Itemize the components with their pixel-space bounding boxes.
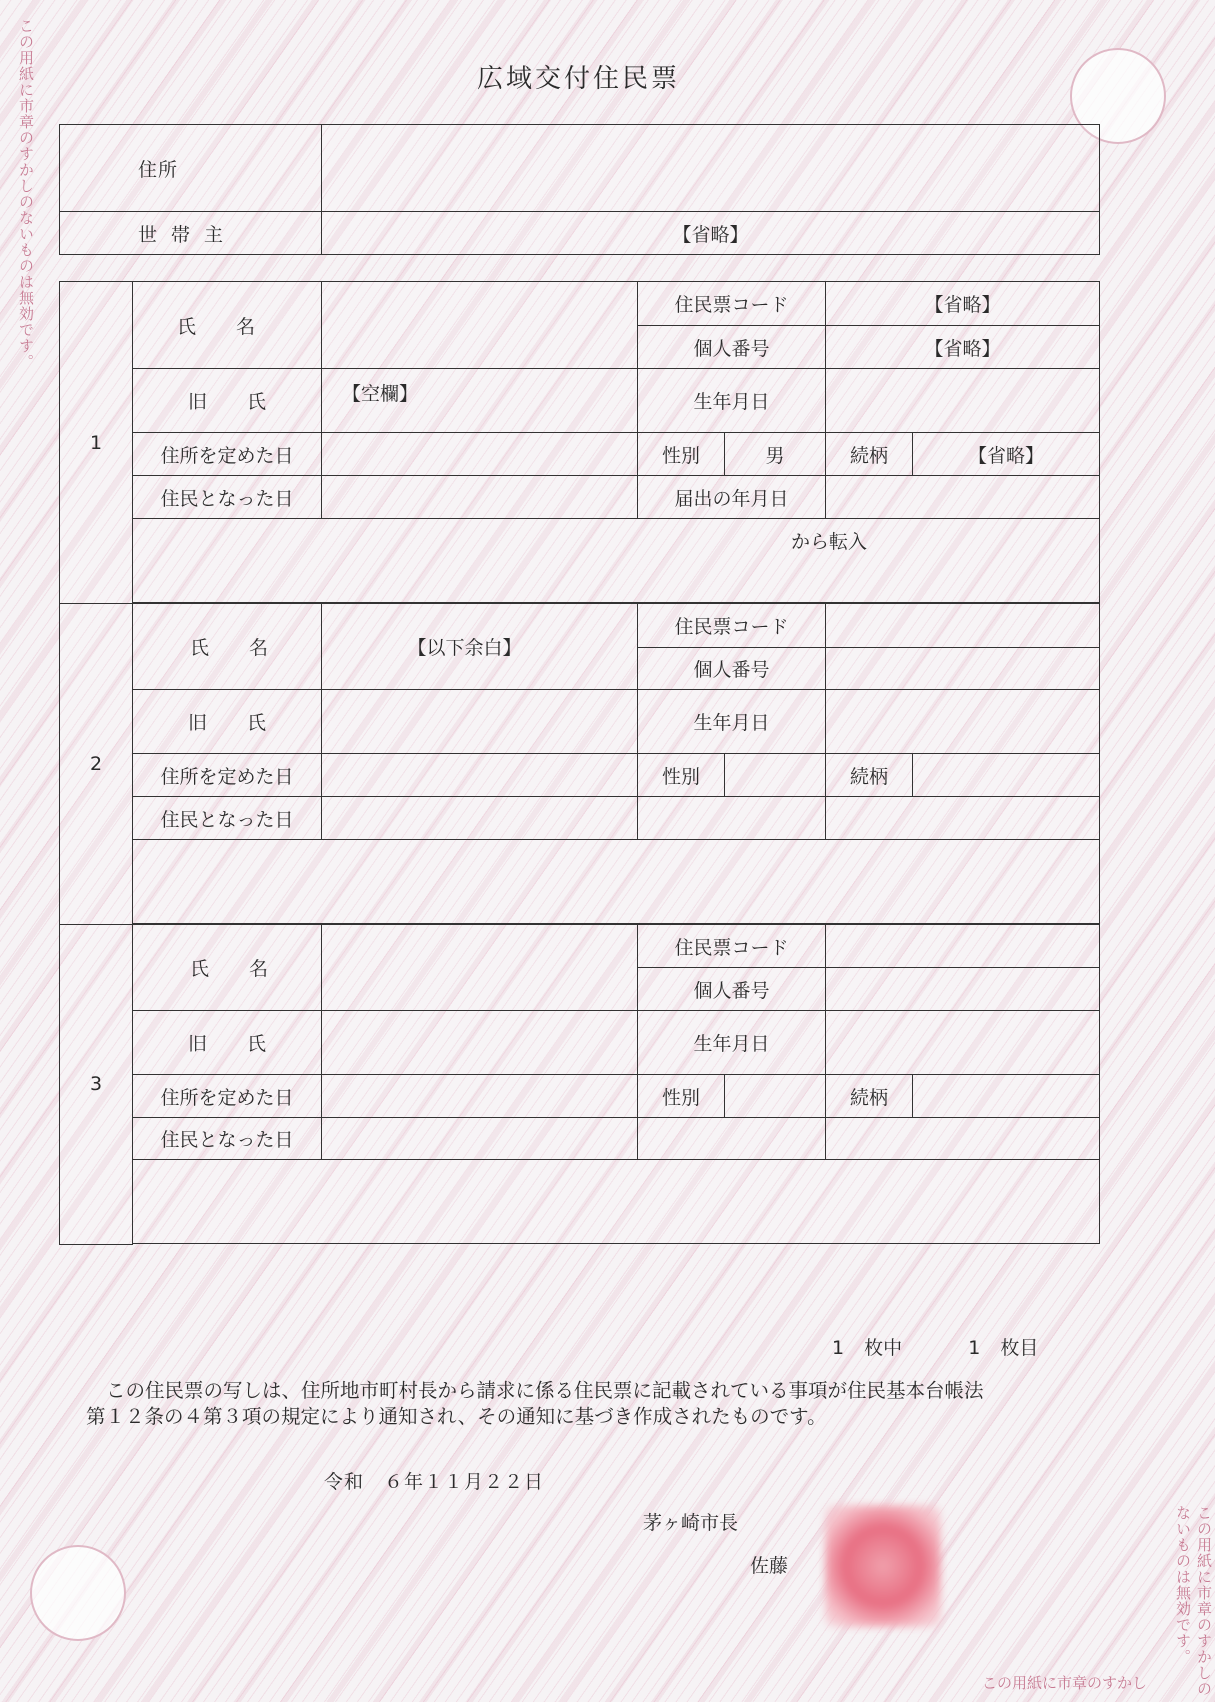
name-label-text: 氏名 <box>177 315 296 338</box>
householder-label <box>60 212 322 255</box>
sex-label: 性別 <box>638 433 725 476</box>
former-surname-label <box>133 369 322 433</box>
birth-date-label: 生年月日 <box>638 690 826 754</box>
person-number: 2 <box>60 604 133 925</box>
former-surname-value <box>322 690 638 754</box>
relation-label: 続柄 <box>826 754 913 797</box>
name-label-text: 氏名 <box>189 637 308 659</box>
birth-date-label: 生年月日 <box>638 369 826 433</box>
former-surname-value: 【空欄】 <box>322 369 638 433</box>
birth-date-value <box>826 369 1100 433</box>
resident-date-value <box>322 476 638 519</box>
address-date-value <box>322 754 638 797</box>
notification-date-value <box>826 797 1100 840</box>
sex-label: 性別 <box>638 1075 725 1118</box>
former-surname-label-text: 旧氏 <box>187 391 306 413</box>
relation-label: 続柄 <box>826 433 913 476</box>
watermark-notice: この用紙に市章のすかしのないものは無効です。 <box>1174 1505 1213 1697</box>
address-date-value <box>322 433 638 476</box>
personal-number-label: 個人番号 <box>638 648 826 690</box>
name-value <box>322 925 638 1011</box>
former-surname-label-text: 旧氏 <box>187 1033 306 1055</box>
address-label-text: 住所 <box>138 158 179 181</box>
personal-number-label: 個人番号 <box>638 326 826 369</box>
resident-date-label: 住民となった日 <box>133 476 322 519</box>
sheet-current-unit: 枚目 <box>1000 1337 1039 1359</box>
resident-code-label: 住民票コード <box>638 604 826 648</box>
sex-value: 男 <box>725 433 826 476</box>
resident-code-value: 【省略】 <box>826 282 1100 326</box>
issue-date: 令和 ６年１１月２２日 <box>324 1471 545 1493</box>
sheet-total-unit: 枚中 <box>864 1337 903 1359</box>
sheet-total-number: 1 <box>832 1337 845 1359</box>
watermark-notice: この用紙に市章のすかし <box>982 1674 1148 1692</box>
personal-number-value <box>826 648 1100 690</box>
mascot-illustration <box>30 1545 126 1641</box>
note-line: 第１２条の４第３項の規定により通知され、その通知に基づき作成されたものです。 <box>86 1405 827 1428</box>
name-value <box>322 282 638 369</box>
address-value <box>322 125 1100 212</box>
official-seal <box>825 1505 941 1627</box>
resident-code-value <box>826 604 1100 648</box>
spacer <box>133 1244 1100 1245</box>
certification-note <box>86 1378 1086 1430</box>
sheet-count <box>832 1333 1038 1360</box>
householder-label-text: 世帯主 <box>138 223 238 246</box>
resident-code-value <box>826 925 1100 968</box>
former-surname-label <box>133 1011 322 1075</box>
personal-number-label: 個人番号 <box>638 968 826 1011</box>
resident-date-value <box>322 1118 638 1160</box>
personal-number-value <box>826 968 1100 1011</box>
person-number: 3 <box>60 925 133 1245</box>
former-surname-value <box>322 1011 638 1075</box>
resident-code-label: 住民票コード <box>638 925 826 968</box>
moved-in-note <box>133 840 1100 924</box>
notification-date-label <box>638 797 826 840</box>
resident-code-label: 住民票コード <box>638 282 826 326</box>
former-surname-label <box>133 690 322 754</box>
note-line: この住民票の写しは、住所地市町村長から請求に係る住民票に記載されている事項が住民基本台帳法 <box>106 1379 984 1402</box>
resident-table <box>59 281 1100 1245</box>
relation-value: 【省略】 <box>913 433 1100 476</box>
resident-date-value <box>322 797 638 840</box>
sex-value <box>725 1075 826 1118</box>
birth-date-value <box>826 690 1100 754</box>
resident-date-label: 住民となった日 <box>133 797 322 840</box>
relation-label: 続柄 <box>826 1075 913 1118</box>
notification-date-value <box>826 1118 1100 1160</box>
name-value: 【以下余白】 <box>322 604 638 690</box>
address-date-label: 住所を定めた日 <box>133 433 322 476</box>
notification-date-value <box>826 476 1100 519</box>
address-table <box>59 124 1100 255</box>
relation-value <box>913 754 1100 797</box>
sheet-current-number: 1 <box>968 1337 981 1359</box>
moved-in-note <box>133 1160 1100 1244</box>
mayor-name: 佐藤 <box>750 1555 789 1577</box>
mayor-title: 茅ヶ崎市長 <box>643 1512 739 1534</box>
watermark-notice: この用紙に市章のすかしのないものは無効です。 <box>17 18 35 370</box>
address-label <box>60 125 322 212</box>
personal-number-value: 【省略】 <box>826 326 1100 369</box>
birth-date-label: 生年月日 <box>638 1011 826 1075</box>
householder-value: 【省略】 <box>322 212 1100 255</box>
former-surname-label-text: 旧氏 <box>187 712 306 734</box>
birth-date-value <box>826 1011 1100 1075</box>
name-label <box>133 282 322 369</box>
resident-date-label: 住民となった日 <box>133 1118 322 1160</box>
address-date-value <box>322 1075 638 1118</box>
person-number: 1 <box>60 282 133 604</box>
notification-date-label: 届出の年月日 <box>638 476 826 519</box>
sex-label: 性別 <box>638 754 725 797</box>
name-label-text: 氏名 <box>189 958 308 980</box>
relation-value <box>913 1075 1100 1118</box>
moved-in-note: から転入 <box>133 519 1100 603</box>
notification-date-label <box>638 1118 826 1160</box>
sex-value <box>725 754 826 797</box>
address-date-label: 住所を定めた日 <box>133 754 322 797</box>
name-label <box>133 604 322 690</box>
address-date-label: 住所を定めた日 <box>133 1075 322 1118</box>
document-title: 広域交付住民票 <box>476 64 680 94</box>
name-label <box>133 925 322 1011</box>
